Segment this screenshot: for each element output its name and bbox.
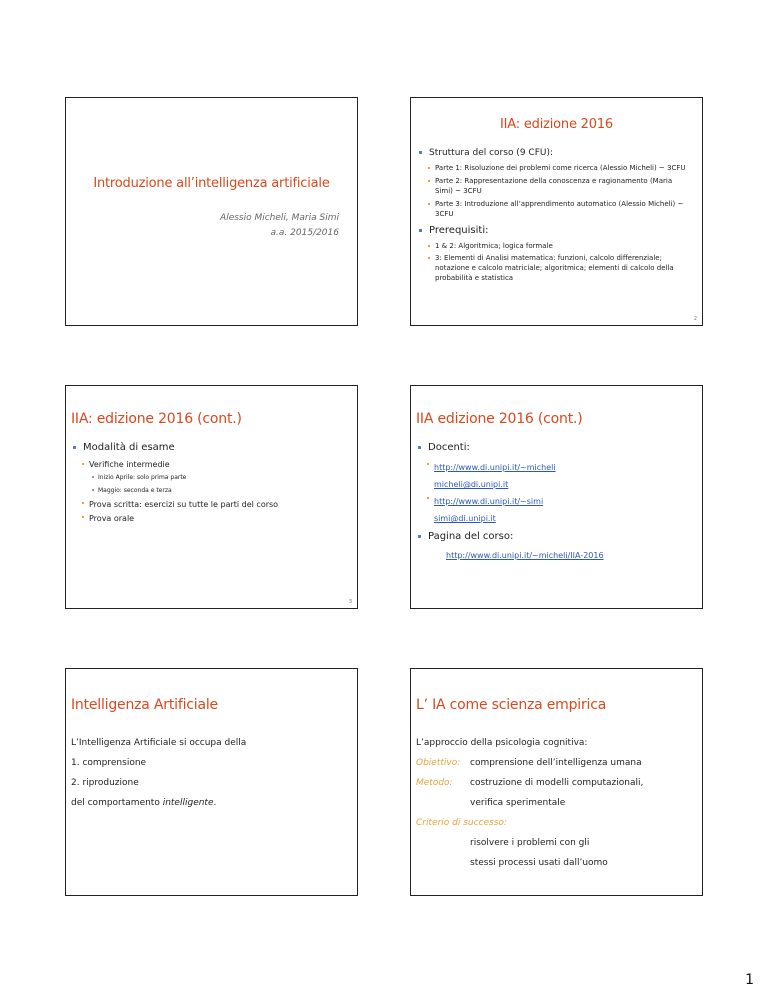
slide-3 xyxy=(65,385,358,609)
bullet-struttura: Struttura del corso (9 CFU): xyxy=(417,147,692,159)
bullet-prova-scritta: Prova scritta: esercizi su tutte le parti del corso xyxy=(81,498,349,512)
obiettivo-label: Obiettivo: xyxy=(416,758,461,768)
bullet-aprile: Inizio Aprile: solo prima parte xyxy=(91,473,349,482)
body-line-1: L’Intelligenza Artificiale si occupa della xyxy=(71,738,247,748)
slide-number: 2 xyxy=(693,316,697,322)
criterio-label: Criterio di successo: xyxy=(416,818,507,828)
link-micheli-home[interactable]: http://www.di.unipi.it/~micheli xyxy=(426,459,694,476)
link-course-page[interactable]: http://www.di.unipi.it/~micheli/IIA-2016 xyxy=(446,551,604,560)
obiettivo-row xyxy=(416,753,697,773)
slide-2 xyxy=(410,97,703,326)
slide-title: Introduzione all’intelligenza artificiale xyxy=(93,176,330,191)
body-line-4: del comportamento intelligente. xyxy=(71,798,217,808)
authors-names: Alessio Micheli, Maria Simi xyxy=(220,213,339,223)
bullet-modalita: Modalità di esame xyxy=(71,442,349,454)
slide-body xyxy=(71,442,349,526)
bullet-parte-3: Parte 3: Introduzione all’apprendimento automatico (Alessio Micheli) ~ 3CFU xyxy=(427,199,692,219)
slide-5 xyxy=(65,668,358,896)
slide-title: IIA edizione 2016 (cont.) xyxy=(416,411,583,427)
slide-body xyxy=(417,147,692,283)
academic-year: a.a. 2015/2016 xyxy=(270,228,339,238)
link-simi-home[interactable]: http://www.di.unipi.it/~simi xyxy=(426,493,694,510)
slide-body xyxy=(416,442,694,560)
bullet-pagina: Pagina del corso: xyxy=(416,531,694,543)
bullet-prereq-2: 3: Elementi di Analisi matematica: funzioni, calcolo differenziale; notazione e calcolo matriciale; algoritmica; elementi di calcolo della probabilità e statistica xyxy=(427,253,692,283)
body-line-2: 1. comprensione xyxy=(71,758,147,768)
link-simi-email[interactable]: simi@di.unipi.it xyxy=(434,514,496,523)
slide-title: Intelligenza Artificiale xyxy=(71,697,218,713)
slide-6 xyxy=(410,668,703,896)
slide-body xyxy=(71,733,246,813)
link-micheli-email[interactable]: micheli@di.unipi.it xyxy=(434,480,509,489)
bullet-prova-orale: Prova orale xyxy=(81,512,349,526)
body-line-3: 2. riproduzione xyxy=(71,778,139,788)
bullet-parte-1: Parte 1: Risoluzione dei problemi come ricerca (Alessio Micheli) ~ 3CFU xyxy=(427,163,692,173)
slide-4 xyxy=(410,385,703,609)
obiettivo-text: comprensione dell’intelligenza umana xyxy=(470,758,642,768)
page-number: 1 xyxy=(745,972,754,988)
bullet-docenti: Docenti: xyxy=(416,442,694,454)
metodo-text-1: costruzione di modelli computazionali, xyxy=(470,778,644,788)
bullet-maggio: Maggio: seconda e terza xyxy=(91,486,349,495)
bullet-prerequisiti: Prerequisiti: xyxy=(417,225,692,237)
criterio-text-1: risolvere i problemi con gli xyxy=(470,838,590,848)
metodo-label: Metodo: xyxy=(416,778,453,788)
metodo-row xyxy=(416,773,697,793)
bullet-prereq-1: 1 & 2: Algoritmica; logica formale xyxy=(427,241,692,251)
metodo-text-2: verifica sperimentale xyxy=(470,798,566,808)
slide-title: IIA: edizione 2016 (cont.) xyxy=(71,411,242,427)
criterio-text-2: stessi processi usati dall’uomo xyxy=(470,858,608,868)
slide-title: L’ IA come scienza empirica xyxy=(416,697,607,713)
slide-1 xyxy=(65,97,358,326)
slide-authors xyxy=(220,211,339,241)
bullet-verifiche: Verifiche intermedie xyxy=(81,459,349,470)
slide-title: IIA: edizione 2016 xyxy=(500,117,613,132)
bullet-parte-2: Parte 2: Rappresentazione della conoscenza e ragionamento (Maria Simi) ~ 3CFU xyxy=(427,176,692,196)
body-intro: L’approccio della psicologia cognitiva: xyxy=(416,738,588,748)
slide-body xyxy=(416,733,697,873)
slide-number: 3 xyxy=(348,599,352,605)
